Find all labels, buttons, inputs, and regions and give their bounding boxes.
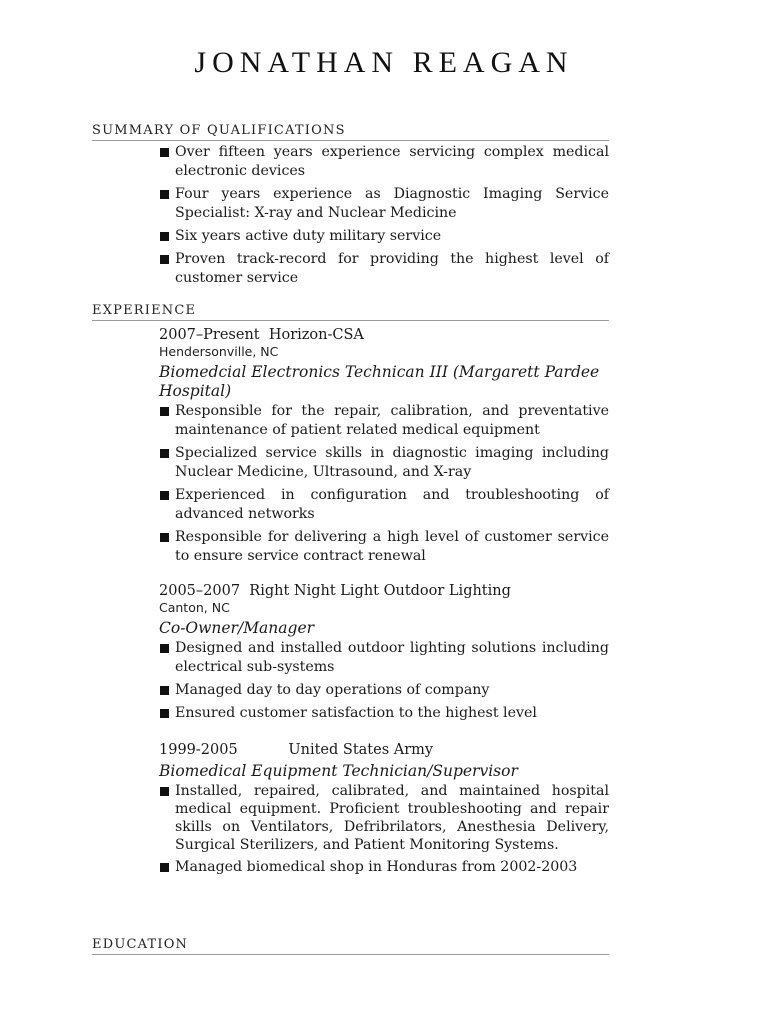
square-bullet-icon bbox=[160, 148, 169, 157]
resume-name: JONATHAN REAGAN bbox=[194, 46, 574, 79]
summary-item: Four years experience as Diagnostic Imaging Service Specialist: X-ray and Nuclear Medicine bbox=[159, 185, 609, 223]
education-heading: EDUCATION bbox=[92, 937, 609, 955]
job-title: Biomedical Equipment Technician/Supervisor bbox=[159, 762, 518, 780]
job-bullet: Managed biomedical shop in Honduras from 2002-2003 bbox=[159, 858, 609, 877]
job-dates-company: 2007–Present Horizon-CSA bbox=[159, 327, 364, 343]
square-bullet-icon bbox=[160, 255, 169, 264]
square-bullet-icon bbox=[160, 491, 169, 500]
job-dates-company: 2005–2007 Right Night Light Outdoor Lighting bbox=[159, 583, 511, 599]
job-location: Hendersonville, NC bbox=[159, 344, 279, 359]
job-title: Co-Owner/Manager bbox=[159, 619, 315, 637]
job-dates-company: 1999-2005 United States Army bbox=[159, 742, 434, 758]
job-right-night-light bbox=[159, 582, 609, 727]
square-bullet-icon bbox=[160, 407, 169, 416]
summary-item: Over fifteen years experience servicing complex medical electronic devices bbox=[159, 143, 609, 181]
square-bullet-icon bbox=[160, 787, 169, 796]
job-bullet: Responsible for the repair, calibration, and preventative maintenance of patient related medical equipment bbox=[159, 402, 609, 440]
job-bullet: Designed and installed outdoor lighting solutions including electrical sub-systems bbox=[159, 639, 609, 677]
job-bullet-list bbox=[159, 402, 609, 566]
job-title: Biomedcial Electronics Technican III (Margarett Pardee Hospital) bbox=[159, 363, 600, 400]
square-bullet-icon bbox=[160, 863, 169, 872]
job-location: Canton, NC bbox=[159, 600, 230, 615]
summary-item: Proven track-record for providing the highest level of customer service bbox=[159, 250, 609, 288]
experience-heading: EXPERIENCE bbox=[92, 303, 609, 321]
summary-item: Six years active duty military service bbox=[159, 227, 609, 246]
square-bullet-icon bbox=[160, 232, 169, 241]
job-bullet: Ensured customer satisfaction to the highest level bbox=[159, 704, 609, 723]
square-bullet-icon bbox=[160, 644, 169, 653]
job-bullet: Managed day to day operations of company bbox=[159, 681, 609, 700]
square-bullet-icon bbox=[160, 449, 169, 458]
square-bullet-icon bbox=[160, 686, 169, 695]
summary-list bbox=[159, 143, 609, 288]
summary-section bbox=[159, 143, 609, 292]
job-horizon bbox=[159, 326, 609, 570]
square-bullet-icon bbox=[160, 190, 169, 199]
summary-heading: SUMMARY OF QUALIFICATIONS bbox=[92, 123, 609, 141]
job-bullet-list bbox=[159, 639, 609, 723]
job-bullet: Installed, repaired, calibrated, and maintained hospital medical equipment. Proficient troubleshooting and repair skills on Ventilators, Defribrilators, Anesthesia Delivery, Surgical Sterilizers, and Patient Monitoring Systems. bbox=[159, 782, 609, 854]
job-bullet: Experienced in configuration and troubleshooting of advanced networks bbox=[159, 486, 609, 524]
job-bullet: Responsible for delivering a high level of customer service to ensure service contract renewal bbox=[159, 528, 609, 566]
job-bullet: Specialized service skills in diagnostic imaging including Nuclear Medicine, Ultrasound, and X-ray bbox=[159, 444, 609, 482]
square-bullet-icon bbox=[160, 709, 169, 718]
job-bullet-list bbox=[159, 782, 609, 877]
job-us-army bbox=[159, 741, 609, 881]
square-bullet-icon bbox=[160, 533, 169, 542]
